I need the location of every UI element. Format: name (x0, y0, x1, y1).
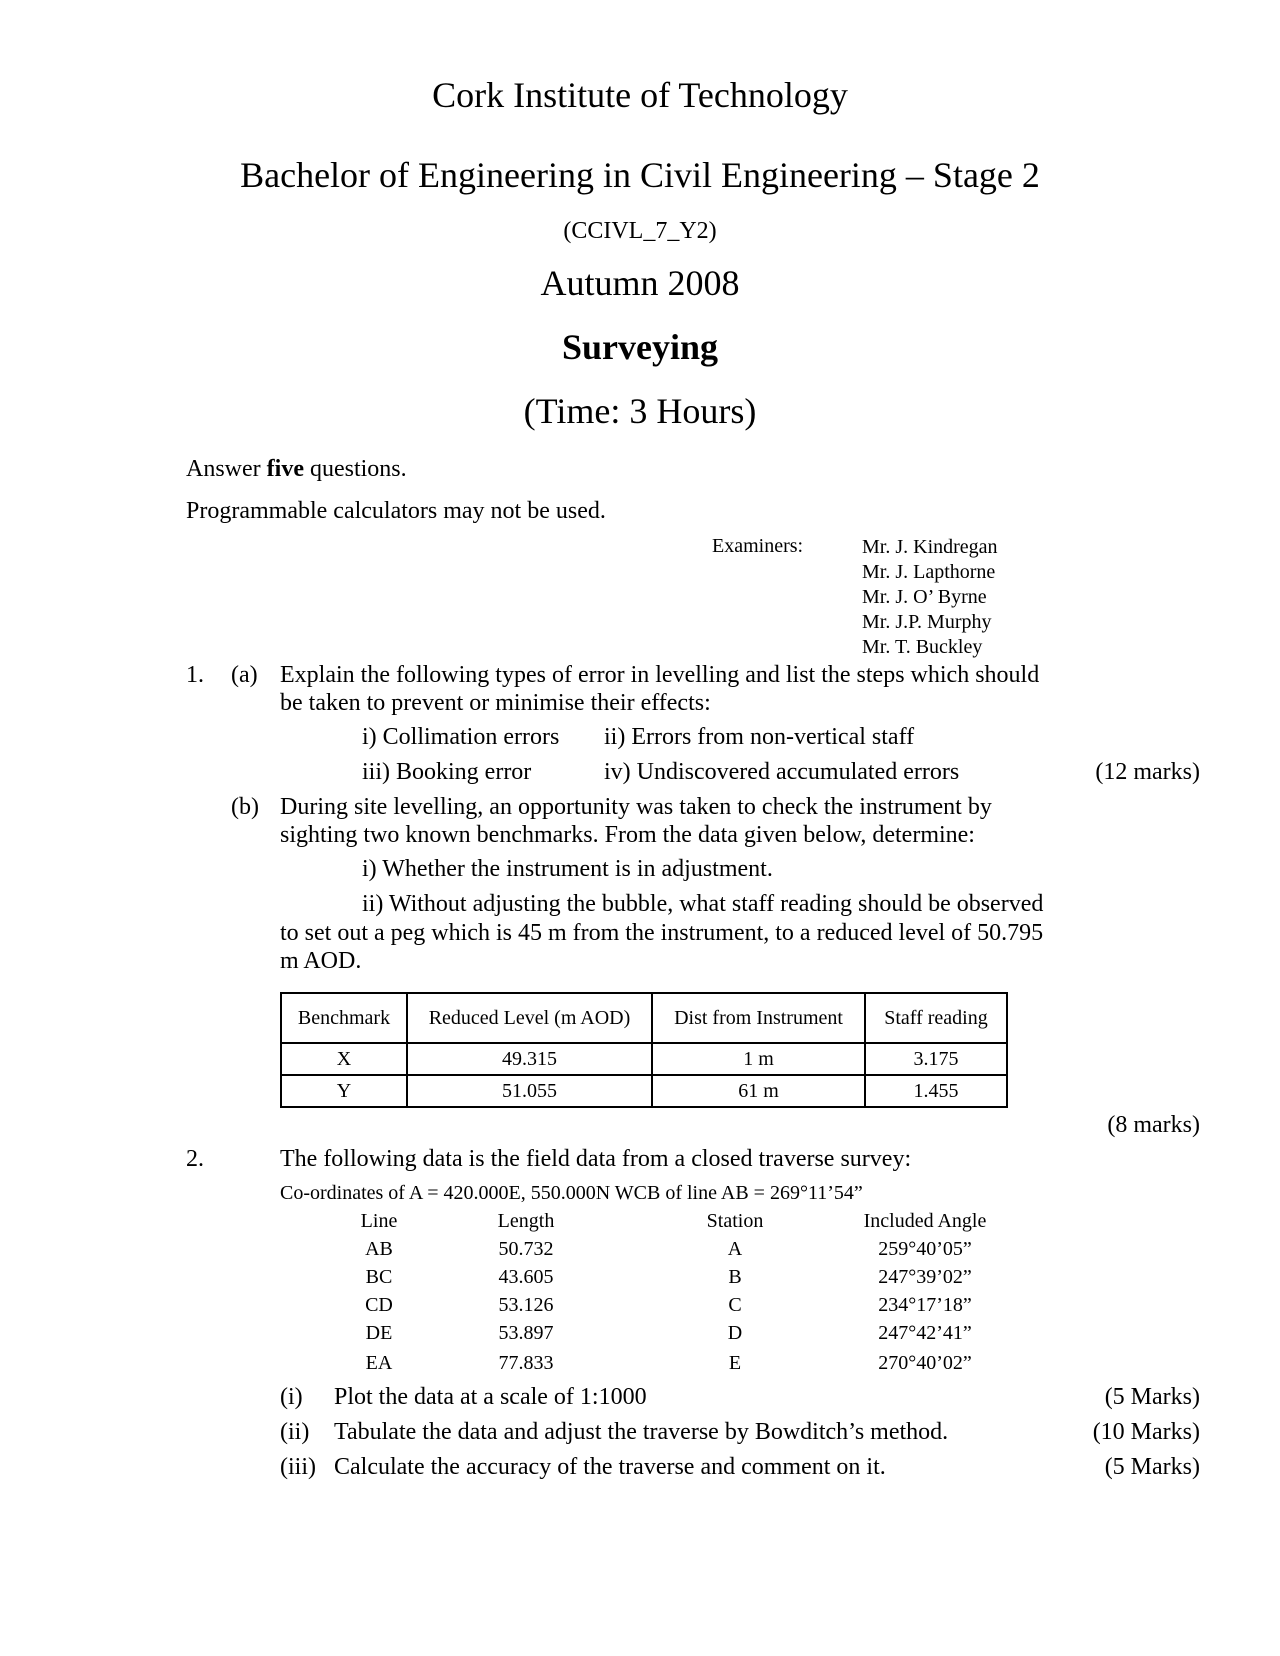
q2-coordinates: Co-ordinates of A = 420.000E, 550.000N WCB of line AB = 269°11’54” (280, 1182, 863, 1204)
question-1-number: 1. (186, 662, 204, 688)
table-cell: Y (281, 1075, 407, 1107)
examiners-list (862, 535, 998, 660)
q1b-item-2: ii) Without adjusting the bubble, what staff reading should be observed (362, 891, 1044, 917)
traverse-line: EA (365, 1352, 393, 1374)
traverse-length: 50.732 (498, 1238, 554, 1260)
answer-suffix: questions. (303, 456, 407, 482)
q1a-marks: (12 marks) (1095, 759, 1200, 785)
traverse-angle: 247°42’41” (878, 1322, 972, 1344)
q2-task-text: Tabulate the data and adjust the traverse by Bowditch’s method. (334, 1419, 949, 1445)
q1a-item: iii) Booking error (362, 759, 532, 785)
examiner-name: Mr. J. Lapthorne (862, 561, 996, 583)
q2-task-marks: (5 Marks) (1104, 1454, 1200, 1480)
examiners-label: Examiners: (712, 535, 804, 557)
traverse-length: 77.833 (498, 1352, 554, 1374)
calculator-instruction: Programmable calculators may not be used. (186, 498, 606, 524)
traverse-length: 43.605 (498, 1266, 554, 1288)
exam-duration: (Time: 3 Hours) (523, 391, 757, 431)
q2-task-text: Plot the data at a scale of 1:1000 (334, 1384, 647, 1410)
subject-title: Surveying (561, 327, 719, 367)
table-cell: 61 m (652, 1075, 865, 1107)
table-cell: 51.055 (407, 1075, 652, 1107)
traverse-station: E (728, 1352, 742, 1374)
traverse-header: Length (497, 1210, 555, 1232)
traverse-station: B (728, 1266, 742, 1288)
q1b-line-2: sighting two known benchmarks. From the data given below, determine: (280, 822, 975, 848)
q1b-marks: (8 marks) (1107, 1112, 1200, 1138)
traverse-header: Line (360, 1210, 398, 1232)
traverse-line: AB (365, 1238, 393, 1260)
q1a-line-2: be taken to prevent or minimise their effects: (280, 690, 711, 716)
table-cell: 1 m (652, 1043, 865, 1075)
q1a-item: i) Collimation errors (362, 724, 560, 750)
programme-title: Bachelor of Engineering in Civil Engineering – Stage 2 (240, 155, 1040, 195)
exam-term: Autumn 2008 (540, 263, 740, 303)
examiner-name: Mr. J. O’ Byrne (862, 586, 987, 608)
q1b-line-3: to set out a peg which is 45 m from the instrument, to a reduced level of 50.795 (280, 920, 1044, 946)
q2-task-marks: (5 Marks) (1104, 1384, 1200, 1410)
answer-instruction (186, 456, 407, 483)
traverse-line: CD (365, 1294, 393, 1316)
examiner-name: Mr. J.P. Murphy (862, 611, 992, 633)
answer-count: five (266, 456, 304, 482)
q1b-item-1: i) Whether the instrument is in adjustment. (362, 856, 773, 882)
table-cell: 1.455 (865, 1075, 1007, 1107)
question-2-number: 2. (186, 1146, 204, 1172)
table-row (281, 1075, 1007, 1107)
traverse-station: C (728, 1294, 742, 1316)
institution-title: Cork Institute of Technology (432, 75, 848, 115)
q2-task-marks: (10 Marks) (1092, 1419, 1200, 1445)
traverse-header: Included Angle (863, 1210, 987, 1232)
q1a-item: iv) Undiscovered accumulated errors (604, 759, 960, 785)
q1a-item: ii) Errors from non-vertical staff (604, 724, 915, 750)
table-cell: X (281, 1043, 407, 1075)
q2-task-label: (i) (280, 1384, 303, 1410)
traverse-angle: 270°40’02” (878, 1352, 972, 1374)
table-row (281, 1043, 1007, 1075)
q2-task-label: (iii) (280, 1454, 316, 1480)
q2-task-text: Calculate the accuracy of the traverse and comment on it. (334, 1454, 886, 1480)
traverse-angle: 234°17’18” (878, 1294, 972, 1316)
table-header-row (281, 993, 1007, 1043)
traverse-line: DE (365, 1322, 393, 1344)
traverse-station: D (727, 1322, 743, 1344)
table-header: Benchmark (281, 993, 407, 1043)
q1a-line-1: Explain the following types of error in levelling and list the steps which should (280, 662, 1040, 688)
q1b-line-4: m AOD. (280, 948, 362, 974)
examiner-name: Mr. J. Kindregan (862, 536, 998, 558)
q1b-line-1: During site levelling, an opportunity was taken to check the instrument by (280, 794, 992, 820)
answer-prefix: Answer (186, 456, 267, 482)
q2-intro: The following data is the field data from a closed traverse survey: (280, 1146, 912, 1172)
traverse-station: A (727, 1238, 743, 1260)
traverse-angle: 259°40’05” (878, 1238, 972, 1260)
traverse-line: BC (365, 1266, 393, 1288)
traverse-length: 53.126 (498, 1294, 554, 1316)
q1a-label: (a) (231, 662, 258, 688)
traverse-angle: 247°39’02” (878, 1266, 972, 1288)
examiner-name: Mr. T. Buckley (862, 636, 983, 658)
benchmark-table (280, 992, 1008, 1108)
q1b-label: (b) (231, 794, 259, 820)
table-header: Dist from Instrument (652, 993, 865, 1043)
course-code: (CCIVL_7_Y2) (563, 218, 717, 244)
table-cell: 3.175 (865, 1043, 1007, 1075)
traverse-header: Station (706, 1210, 764, 1232)
table-cell: 49.315 (407, 1043, 652, 1075)
table-header: Reduced Level (m AOD) (407, 993, 652, 1043)
q2-task-label: (ii) (280, 1419, 310, 1445)
table-header: Staff reading (865, 993, 1007, 1043)
traverse-length: 53.897 (498, 1322, 554, 1344)
